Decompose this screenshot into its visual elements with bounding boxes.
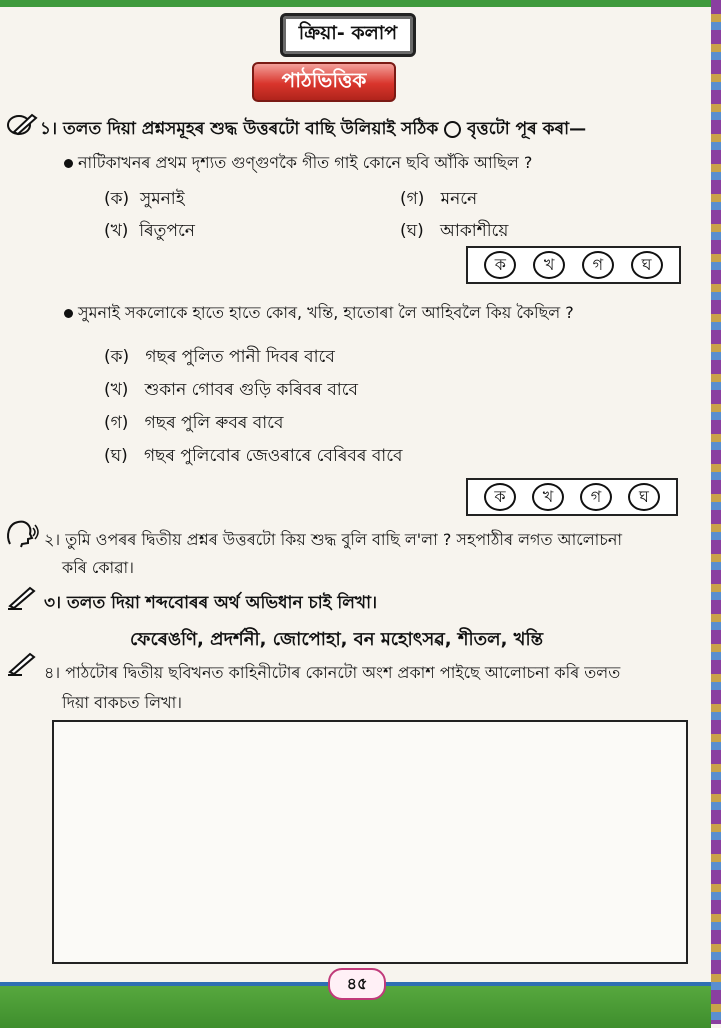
sub-question-2: সুমনাই সকলোকে হাতে হাতে কোৰ, খন্তি, হাতোৰা লৈ আহিবলৈ কিয় কৈছিল ? <box>64 300 574 327</box>
answer-writing-box[interactable] <box>52 720 688 964</box>
option-kha: (খ) ৰিতুপনে <box>104 221 195 241</box>
word-list: ফেৰেঙণি, প্ৰদৰ্শনী, জোপোহা, বন মহোৎসৱ, শীতল, খন্তি <box>130 629 544 650</box>
option-ka: (ক) গছৰ পুলিত পানী দিবৰ বাবে <box>104 347 335 367</box>
question-4-line2: দিয়া বাকচত লিখা। <box>62 693 182 712</box>
question-3: ৩। তলত দিয়া শব্দবোৰৰ অৰ্থ অভিধান চাই লিখা। <box>44 593 378 613</box>
choice-gha[interactable]: ঘ <box>631 251 663 279</box>
bullet-icon <box>64 159 73 168</box>
answer-box-2 <box>466 478 678 516</box>
circle-icon <box>444 121 461 138</box>
option-gha: (ঘ) গছৰ পুলিবোৰ জেওৰাৰে বেৰিবৰ বাবে <box>104 446 403 466</box>
option-ka: (ক) সুমনাই <box>104 189 185 209</box>
top-border <box>0 0 721 7</box>
page-number: ৪৫ <box>328 968 386 1000</box>
pencil-icon <box>6 112 38 136</box>
choice-gha[interactable]: ঘ <box>628 483 660 511</box>
pencil-icon <box>6 652 38 676</box>
bullet-icon <box>64 309 73 318</box>
choice-kha[interactable]: খ <box>533 251 565 279</box>
option-gha: (ঘ) আকাশীয়ে <box>400 221 509 241</box>
choice-ga[interactable]: গ <box>580 483 612 511</box>
option-ga: (গ) মননে <box>400 189 478 209</box>
decorative-edge <box>711 0 721 1024</box>
section-banner: পাঠভিত্তিক <box>252 62 396 102</box>
option-kha: (খ) শুকান গোবৰ গুড়ি কৰিবৰ বাবে <box>104 380 359 400</box>
page-title: ক্ৰিয়া- কলাপ <box>280 13 416 57</box>
choice-kha[interactable]: খ <box>532 483 564 511</box>
pencil-icon <box>6 586 38 610</box>
question-2-line1: ২। তুমি ওপৰৰ দ্বিতীয় প্ৰশ্নৰ উত্তৰটো কিয় শুদ্ধ বুলি বাছি ল'লা ? সহপাঠীৰ লগত আলোচনা <box>44 530 623 549</box>
answer-box-1 <box>466 246 681 284</box>
choice-ga[interactable]: গ <box>582 251 614 279</box>
option-ga: (গ) গছৰ পুলি ৰুবৰ বাবে <box>104 413 284 433</box>
sub-question-1: নাটিকাখনৰ প্ৰথম দৃশ্যত গুণ্‌গুণকৈ গীত গাই কোনে ছবি আঁকি আছিল ? <box>64 150 532 177</box>
question-1: ১। তলত দিয়া প্ৰশ্নসমূহৰ শুদ্ধ উত্তৰটো বাছি উলিয়াই সঠিক বৃত্তটো পূৰ কৰা— <box>40 119 587 139</box>
speaking-head-icon <box>4 518 40 548</box>
choice-ka[interactable]: ক <box>484 251 516 279</box>
question-4-line1: ৪। পাঠটোৰ দ্বিতীয় ছবিখনত কাহিনীটোৰ কোনটো অংশ প্ৰকাশ পাইছে আলোচনা কৰি তলত <box>44 663 621 682</box>
question-2-line2: কৰি কোৱা। <box>62 558 134 577</box>
choice-ka[interactable]: ক <box>484 483 516 511</box>
